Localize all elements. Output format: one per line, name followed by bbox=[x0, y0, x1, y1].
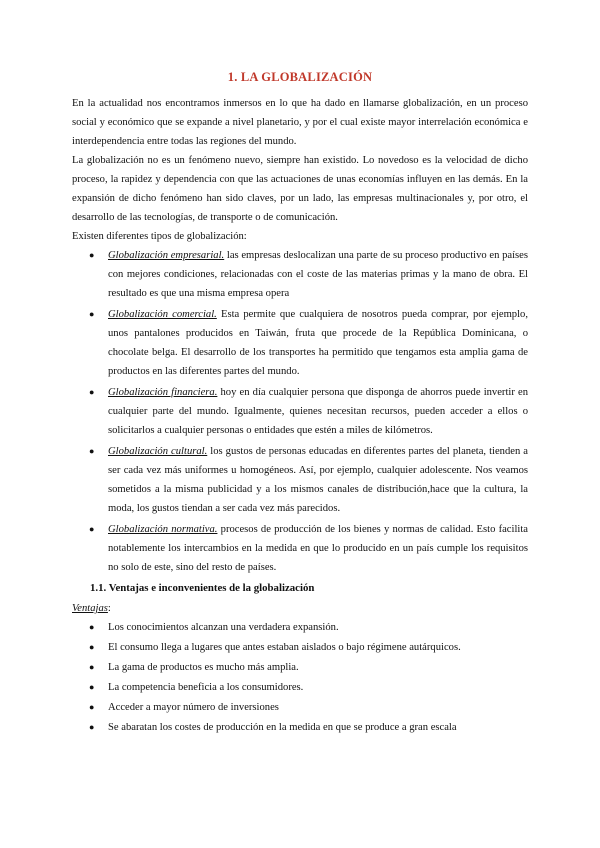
list-item bbox=[72, 383, 528, 440]
ventaja-text: Los conocimientos alcanzan una verdadera expansión. bbox=[108, 622, 339, 633]
globalization-types-list bbox=[72, 246, 528, 577]
ventaja-text: La gama de productos es mucho más amplia. bbox=[108, 662, 299, 673]
bullet-icon: ● bbox=[89, 387, 95, 397]
list-item bbox=[72, 520, 528, 577]
list-item bbox=[72, 678, 528, 697]
bullet-icon: ● bbox=[89, 702, 95, 712]
page-title: 1. LA GLOBALIZACIÓN bbox=[227, 70, 373, 84]
type-term: Globalización financiera. bbox=[108, 387, 218, 398]
ventaja-text: El consumo llega a lugares que antes estaban aislados o bajo régimene autárquicos. bbox=[108, 642, 461, 653]
bullet-icon: ● bbox=[89, 722, 95, 732]
list-item bbox=[72, 305, 528, 381]
intro-paragraph-2: La globalización no es un fenómeno nuevo, siempre han existido. Lo novedoso es la velocidad de dicho proceso, la rapidez y dependencia con que las actuaciones de unas economías influyen en las demás. En la expansión de dicho fenómeno han sido claves, por un lado, las empresas multinacionales y, por otro, el desarrollo de las tecnologías, de transporte o de comunicación. bbox=[72, 155, 528, 223]
bullet-icon: ● bbox=[89, 622, 95, 632]
section-heading: 1.1. Ventajas e inconvenientes de la globalización bbox=[90, 582, 315, 594]
list-item bbox=[72, 246, 528, 303]
list-item bbox=[72, 442, 528, 518]
bullet-icon: ● bbox=[89, 446, 95, 456]
bullet-icon: ● bbox=[89, 662, 95, 672]
type-term: Globalización normativa. bbox=[108, 524, 218, 535]
ventajas-colon: : bbox=[107, 603, 111, 614]
list-item bbox=[72, 698, 528, 717]
ventaja-text: Acceder a mayor número de inversiones bbox=[108, 702, 279, 713]
type-description: las empresas deslocalizan una parte de su proceso productivo en países con mejores condiciones, relacionadas con el coste de las materias primas y la mano de obra. El resultado es que una misma empresa opera bbox=[108, 250, 528, 299]
bullet-icon: ● bbox=[89, 642, 95, 652]
bullet-icon: ● bbox=[89, 524, 95, 534]
type-term: Globalización empresarial. bbox=[108, 250, 225, 261]
ventajas-list bbox=[72, 618, 528, 737]
type-term: Globalización cultural. bbox=[108, 446, 208, 457]
intro-paragraph-3: Existen diferentes tipos de globalización: bbox=[72, 231, 247, 242]
type-description: los gustos de personas educadas en diferentes partes del planeta, tienden a ser cada vez más uniformes u homogéneos. Así, por ejemplo, cualquier adolescente. Nos veamos sometidos a la misma publicidad y a los mismos canales de distribución,hace que la cultura, la moda, los gustos tiendan a ser cada vez más parecidos. bbox=[108, 446, 528, 514]
ventaja-text: Se abaratan los costes de producción en la medida en que se produce a gran escala bbox=[108, 722, 457, 733]
bullet-icon: ● bbox=[89, 682, 95, 692]
ventajas-label-line bbox=[72, 598, 528, 618]
ventaja-text: La competencia beneficia a los consumidores. bbox=[108, 682, 304, 693]
list-item bbox=[72, 718, 528, 737]
type-description: procesos de producción de los bienes y normas de calidad. Esto facilita notablemente los intercambios en la medida en que lo producido en un país cumple los requisitos no solo de este, sino del resto de países. bbox=[108, 524, 528, 573]
ventajas-label: Ventajas bbox=[72, 603, 108, 614]
bullet-icon: ● bbox=[89, 309, 95, 319]
intro-paragraph-1: En la actualidad nos encontramos inmersos en lo que ha dado en llamarse globalización, en un proceso social y económico que se expande a nivel planetario, y por el cual existe mayor interrelación económica e interdependencia entre todas las regiones del mundo. bbox=[72, 98, 528, 147]
list-item bbox=[72, 658, 528, 677]
list-item bbox=[72, 638, 528, 657]
type-description: hoy en día cualquier persona que disponga de ahorros puede invertir en cualquier parte del mundo. Igualmente, quienes necesitan recursos, pueden acceder a ellos o solicitarlos a cualquier personas o entidades que estén a miles de kilómetros. bbox=[108, 387, 529, 436]
bullet-icon: ● bbox=[89, 250, 95, 260]
type-term: Globalización comercial. bbox=[108, 309, 217, 320]
list-item bbox=[72, 618, 528, 637]
type-description: Esta permite que cualquiera de nosotros pueda comprar, por ejemplo, unos pantalones producidos en Taiwán, fruta que procede de la República Dominicana, o chocolate belga. El desarrollo de los transportes ha permitido que tengamos esta amplia gama de productos en las diferentes partes del mundo. bbox=[108, 309, 528, 377]
